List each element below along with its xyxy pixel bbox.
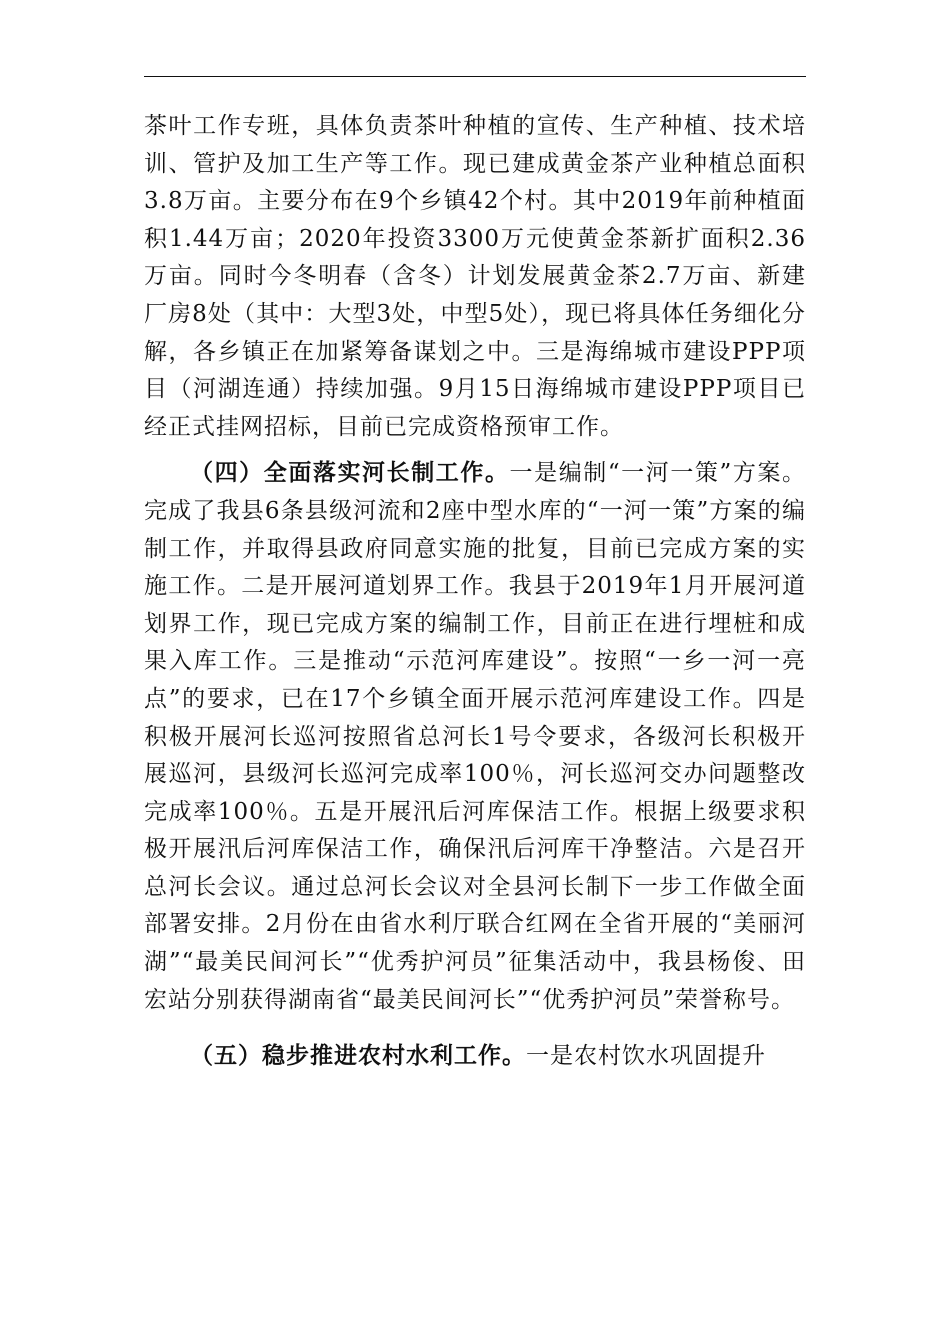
paragraph-text: 茶叶工作专班，具体负责茶叶种植的宣传、生产种植、技术培训、管护及加工生产等工作。现已建成黄金茶产业种植总面积3.8万亩。主要分布在9个乡镇42个村。其中2019年前种植面积1.44万亩；2020年投资3300万元使黄金茶新扩面积2.36万亩。同时今冬明春（含冬）计划发展黄金茶2.7万亩、新建厂房8处（其中：大型3处，中型5处），现已将具体任务细化分解，各乡镇正在加紧筹备谋划之中。三是海绵城市建设PPP项目（河湖连通）持续加强。9月15日海绵城市建设PPP项目已经正式挂网招标，目前已完成资格预审工作。 — [144, 113, 806, 440]
section-heading: （四）全面落实河长制工作。 — [190, 459, 510, 487]
document-body — [144, 108, 806, 1076]
paragraph-rural-water — [144, 1037, 806, 1076]
paragraph-tea — [144, 108, 806, 446]
section-heading: （五）稳步推进农村水利工作。 — [190, 1042, 526, 1070]
header-rule — [144, 76, 806, 77]
paragraph-river-chief — [144, 454, 806, 1019]
paragraph-text: 一是编制“一河一策”方案。完成了我县6条县级河流和2座中型水库的“一河一策”方案的编制工作，并取得县政府同意实施的批复，目前已完成方案的实施工作。二是开展河道划界工作。我县于2019年1月开展河道划界工作，现已完成方案的编制工作，目前正在进行埋桩和成果入库工作。三是推动“示范河库建设”。按照“一乡一河一亮点”的要求，已在17个乡镇全面开展示范河库建设工作。四是积极开展河长巡河按照省总河长1号令要求，各级河长积极开展巡河，县级河长巡河完成率100％，河长巡河交办问题整改完成率100％。五是开展汛后河库保洁工作。根据上级要求积极开展汛后河库保洁工作，确保汛后河库干净整洁。六是召开总河长会议。通过总河长会议对全县河长制下一步工作做全面部署安排。2月份在由省水利厅联合红网在全省开展的“美丽河湖”“最美民间河长”“优秀护河员”征集活动中，我县杨俊、田宏站分别获得湖南省“最美民间河长”“优秀护河员”荣誉称号。 — [144, 460, 806, 1013]
paragraph-text: 一是农村饮水巩固提升 — [526, 1043, 766, 1070]
